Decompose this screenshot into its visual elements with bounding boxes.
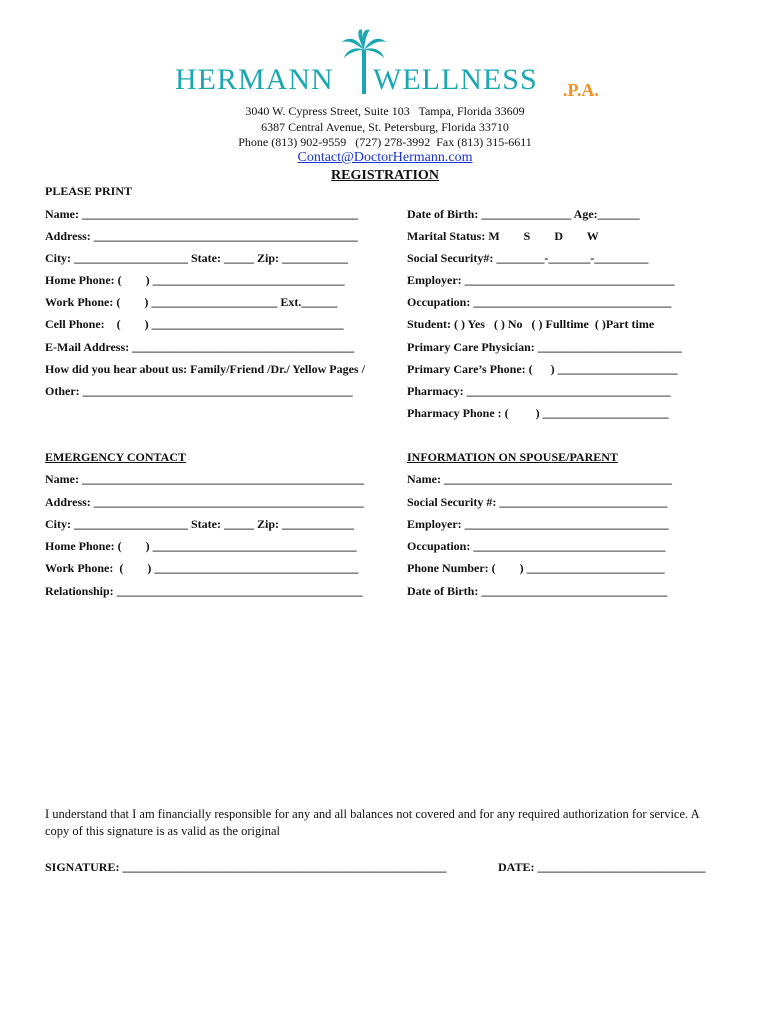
page-title: REGISTRATION (331, 168, 439, 183)
emergency-city-state-zip-field[interactable]: City: ___________________ State: _____ Zip: ____________ (45, 517, 354, 531)
student-status-field[interactable]: Student: ( ) Yes ( ) No ( ) Fulltime ( )Part time (407, 317, 655, 331)
address-line-2: 6387 Central Avenue, St. Petersburg, Florida 33710 (261, 120, 509, 134)
email-link[interactable]: Contact@DoctorHermann.com (297, 150, 473, 165)
spouse-employer-field[interactable]: Employer: __________________________________ (407, 517, 669, 531)
spouse-parent-heading: INFORMATION ON SPOUSE/PARENT (407, 450, 618, 464)
financial-responsibility-statement: I understand that I am financially responsible for any and all balances not covered and for any required authorization for service. A copy of this signature is as valid as the original (45, 807, 699, 838)
referral-source-field[interactable]: How did you hear about us: Family/Friend /Dr./ Yellow Pages / (45, 362, 365, 376)
cell-phone-field[interactable]: Cell Phone: ( ) ________________________________ (45, 317, 344, 331)
spouse-name-field[interactable]: Name: ______________________________________ (407, 472, 672, 486)
emergency-contact-heading: EMERGENCY CONTACT (45, 450, 187, 464)
pharmacy-field[interactable]: Pharmacy: __________________________________ (407, 384, 671, 398)
marital-status-field[interactable]: Marital Status: M S D W (407, 229, 599, 243)
emergency-address-field[interactable]: Address: _____________________________________________ (45, 495, 364, 509)
emergency-work-phone-field[interactable]: Work Phone: ( ) __________________________________ (45, 561, 359, 575)
primary-care-phone-field[interactable]: Primary Care’s Phone: ( ) ____________________ (407, 362, 678, 376)
work-phone-field[interactable]: Work Phone: ( ) _____________________ Ext.______ (45, 295, 338, 309)
logo-right-word: WELLNESS (373, 63, 538, 96)
home-phone-field[interactable]: Home Phone: ( ) ________________________________ (45, 273, 345, 287)
logo-left-word: HERMANN (175, 63, 334, 96)
employer-field[interactable]: Employer: ___________________________________ (407, 273, 675, 287)
please-print-label: PLEASE PRINT (45, 184, 133, 198)
spouse-phone-field[interactable]: Phone Number: ( ) _______________________ (407, 561, 665, 575)
other-field[interactable]: Other: _____________________________________________ (45, 384, 353, 398)
address-line-1: 3040 W. Cypress Street, Suite 103 Tampa, Florida 33609 (245, 104, 525, 118)
spouse-social-security-field[interactable]: Social Security #: ____________________________ (407, 495, 668, 509)
date-of-birth-field[interactable]: Date of Birth: _______________ Age:_______ (407, 207, 640, 221)
social-security-field[interactable]: Social Security#: ________-_______-_________ (407, 251, 649, 265)
signature-field[interactable]: SIGNATURE: ______________________________________________________ (45, 860, 447, 874)
spouse-date-of-birth-field[interactable]: Date of Birth: _______________________________ (407, 584, 668, 598)
spouse-occupation-field[interactable]: Occupation: ________________________________ (407, 539, 666, 553)
emergency-home-phone-field[interactable]: Home Phone: ( ) __________________________________ (45, 539, 357, 553)
occupation-field[interactable]: Occupation: _________________________________ (407, 295, 672, 309)
address-field[interactable]: Address: ____________________________________________ (45, 229, 358, 243)
city-state-zip-field[interactable]: City: ___________________ State: _____ Zip: ___________ (45, 251, 348, 265)
primary-care-physician-field[interactable]: Primary Care Physician: ________________________ (407, 340, 682, 354)
phone-line: Phone (813) 902-9559 (727) 278-3992 Fax (813) 315-6611 (238, 135, 532, 149)
emergency-name-field[interactable]: Name: _______________________________________________ (45, 472, 364, 486)
logo (0, 28, 770, 106)
logo-suffix: .P.A. (563, 80, 599, 100)
emergency-relationship-field[interactable]: Relationship: _________________________________________ (45, 584, 363, 598)
pharmacy-phone-field[interactable]: Pharmacy Phone : ( ) _____________________ (407, 406, 669, 420)
name-field[interactable]: Name: ______________________________________________ (45, 207, 358, 221)
date-field[interactable]: DATE: ____________________________ (498, 860, 706, 874)
email-address-field[interactable]: E-Mail Address: _____________________________________ (45, 340, 355, 354)
